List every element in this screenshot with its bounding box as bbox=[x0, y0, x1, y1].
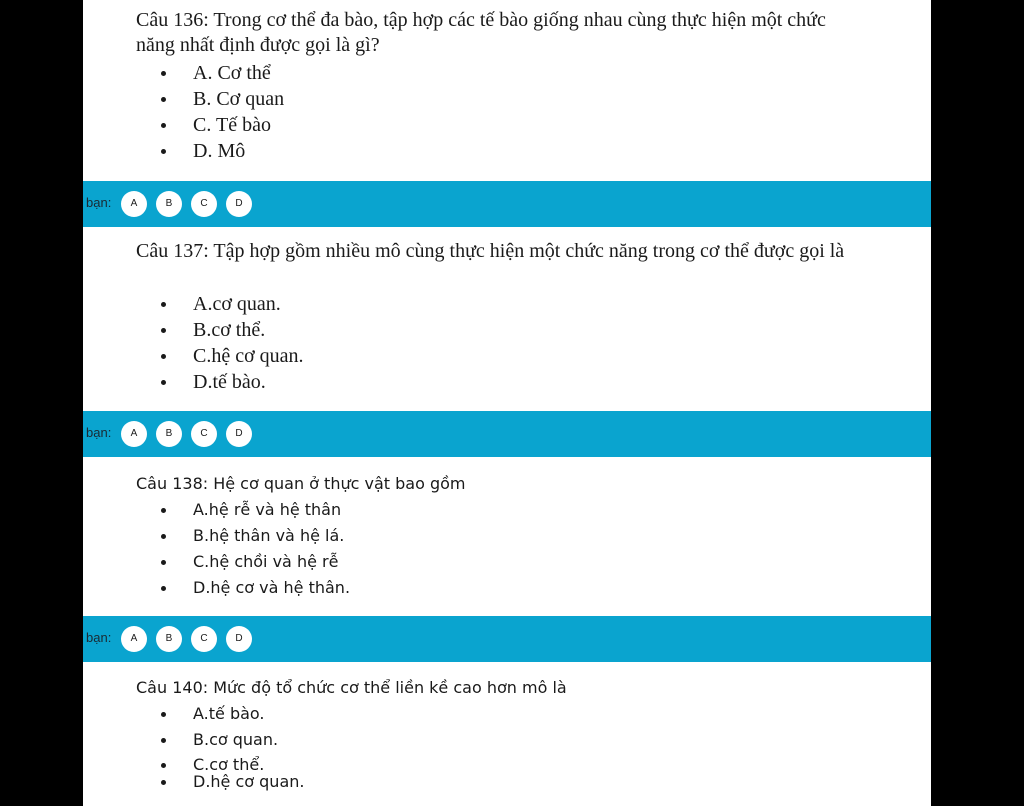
answer-choice-d[interactable]: D bbox=[226, 191, 252, 217]
question-text: Câu 136: Trong cơ thể đa bào, tập hợp các tế bào giống nhau cùng thực hiện một chức năng nhất định được gọi là gì? bbox=[136, 9, 826, 56]
option-label: B.cơ thể. bbox=[193, 319, 266, 341]
option-label: A.cơ quan. bbox=[193, 293, 281, 315]
bullet-icon bbox=[161, 380, 166, 385]
answer-bar-136 bbox=[83, 181, 931, 227]
option-label: B.cơ quan. bbox=[193, 730, 279, 749]
answer-label: bạn: bbox=[86, 425, 112, 440]
bullet-icon bbox=[161, 586, 166, 591]
answer-label: bạn: bbox=[86, 630, 112, 645]
bullet-icon bbox=[161, 97, 166, 102]
answer-choice-a[interactable]: A bbox=[121, 626, 147, 652]
option-label: A.tế bào. bbox=[193, 704, 265, 723]
answer-choice-b[interactable]: B bbox=[156, 191, 182, 217]
option-label: C.hệ chồi và hệ rễ bbox=[193, 552, 339, 571]
answer-choice-a[interactable]: A bbox=[121, 191, 147, 217]
bullet-icon bbox=[161, 763, 166, 768]
bullet-icon bbox=[161, 302, 166, 307]
answer-choice-a[interactable]: A bbox=[121, 421, 147, 447]
option-label: D.hệ cơ quan. bbox=[193, 772, 305, 791]
bullet-icon bbox=[161, 712, 166, 717]
answer-label: bạn: bbox=[86, 195, 112, 210]
question-text: Câu 140: Mức độ tổ chức cơ thể liền kề cao hơn mô là bbox=[136, 678, 567, 697]
option-label: D.hệ cơ và hệ thân. bbox=[193, 578, 351, 597]
answer-choice-b[interactable]: B bbox=[156, 626, 182, 652]
answer-bar-137 bbox=[83, 411, 931, 457]
answer-choice-c[interactable]: C bbox=[191, 191, 217, 217]
answer-choice-c[interactable]: C bbox=[191, 626, 217, 652]
answer-choice-c[interactable]: C bbox=[191, 421, 217, 447]
option-label: A. Cơ thể bbox=[193, 62, 271, 84]
answer-choice-d[interactable]: D bbox=[226, 626, 252, 652]
option-label: C.hệ cơ quan. bbox=[193, 345, 304, 367]
bullet-icon bbox=[161, 71, 166, 76]
option-label: A.hệ rễ và hệ thân bbox=[193, 500, 342, 519]
bullet-icon bbox=[161, 123, 166, 128]
bullet-icon bbox=[161, 508, 166, 513]
answer-choice-d[interactable]: D bbox=[226, 421, 252, 447]
question-text: Câu 138: Hệ cơ quan ở thực vật bao gồm bbox=[136, 474, 466, 493]
option-label: D.tế bào. bbox=[193, 371, 266, 393]
answer-choice-b[interactable]: B bbox=[156, 421, 182, 447]
bullet-icon bbox=[161, 560, 166, 565]
option-label: B.hệ thân và hệ lá. bbox=[193, 526, 345, 545]
option-label: C.cơ thể. bbox=[193, 755, 265, 774]
bullet-icon bbox=[161, 738, 166, 743]
bullet-icon bbox=[161, 780, 166, 785]
bullet-icon bbox=[161, 149, 166, 154]
option-label: C. Tế bào bbox=[193, 114, 271, 136]
quiz-page bbox=[83, 0, 931, 806]
bullet-icon bbox=[161, 534, 166, 539]
question-text: Câu 137: Tập hợp gồm nhiều mô cùng thực hiện một chức năng trong cơ thể được gọi là bbox=[136, 240, 845, 262]
bullet-icon bbox=[161, 354, 166, 359]
answer-bar-138 bbox=[83, 616, 931, 662]
option-label: B. Cơ quan bbox=[193, 88, 285, 110]
option-label: D. Mô bbox=[193, 140, 246, 162]
bullet-icon bbox=[161, 328, 166, 333]
